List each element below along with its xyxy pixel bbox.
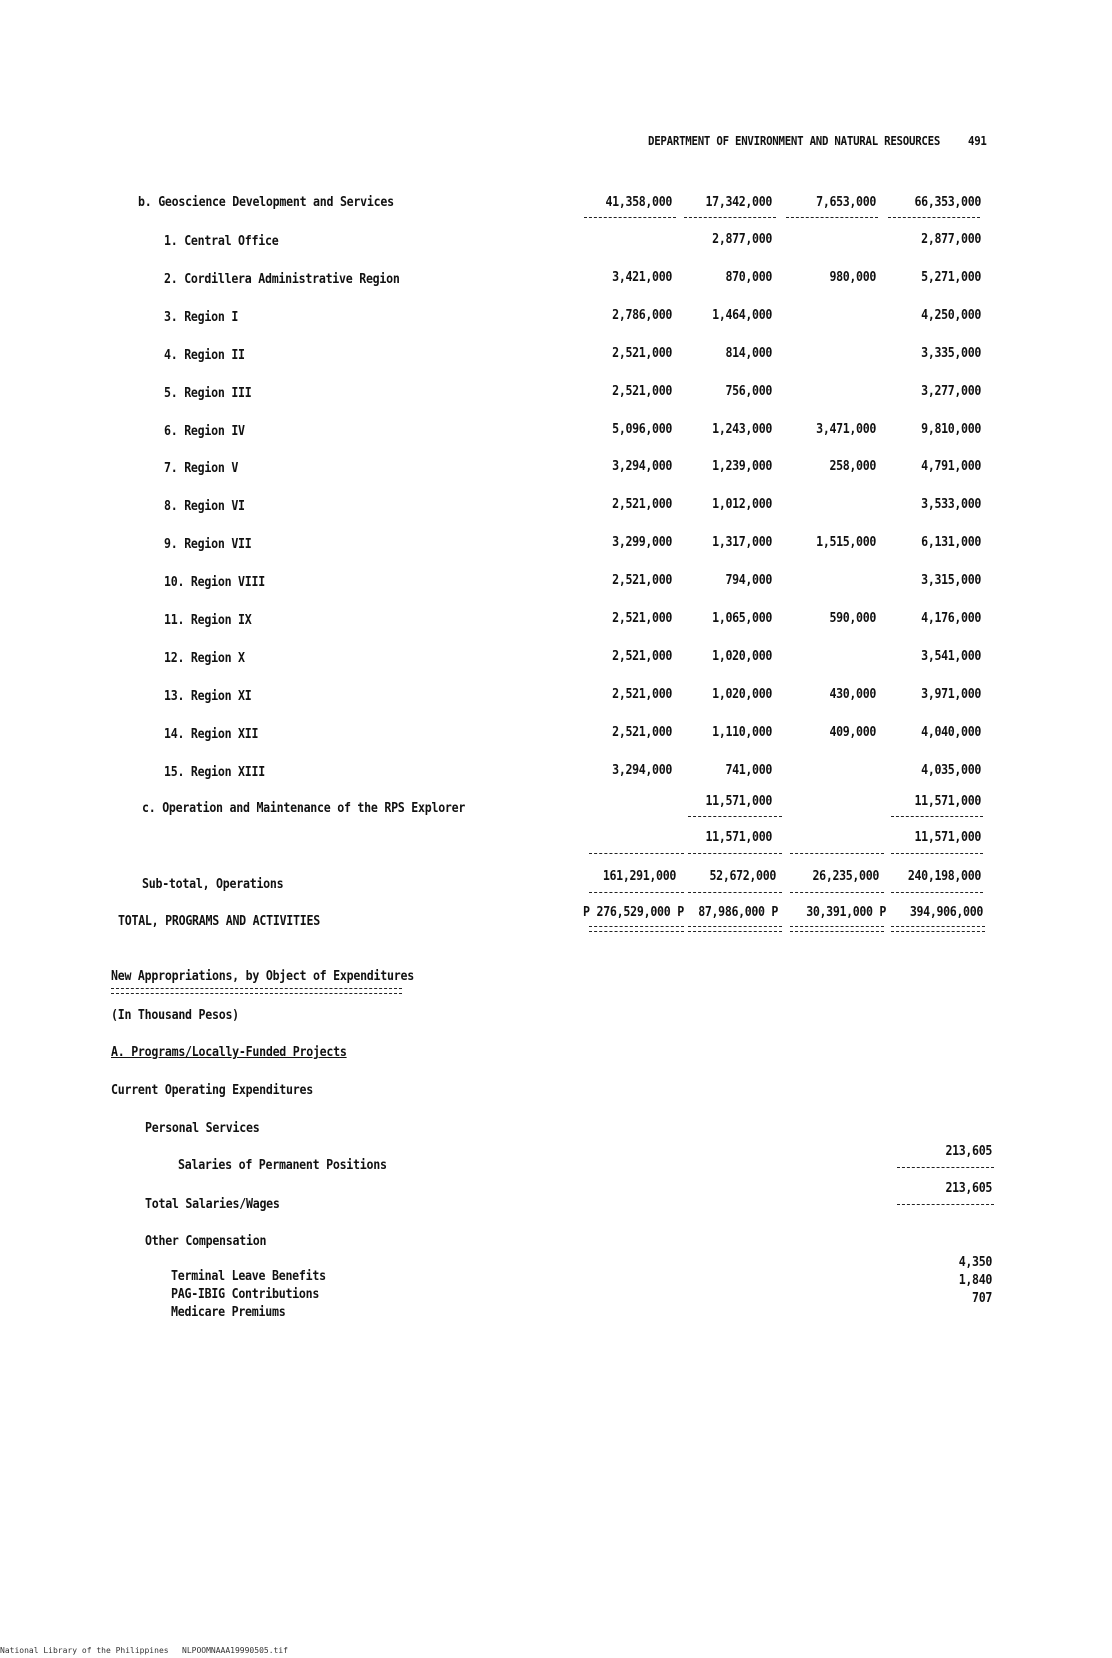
region-row-label: 8. Region VI <box>164 498 245 515</box>
region-col1: 3,299,000 <box>612 534 672 551</box>
region-col1: 2,521,000 <box>612 496 672 513</box>
region-col3: 980,000 <box>829 268 876 285</box>
region-col1: 3,421,000 <box>612 268 672 285</box>
medicare-value: 707 <box>972 1290 992 1306</box>
rule <box>684 217 776 218</box>
footer-library: National Library of the Philippines <box>0 1646 169 1655</box>
total-col4: 394,906,000 <box>909 904 983 920</box>
double-rule <box>891 926 985 932</box>
region-row-label: 7. Region V <box>164 460 239 477</box>
section-b-label: b. Geoscience Development and Services <box>138 194 394 210</box>
total-label: TOTAL, PROGRAMS AND ACTIVITIES <box>118 913 320 929</box>
region-row-label: 15. Region XIII <box>164 763 265 780</box>
region-col1: 2,521,000 <box>612 723 672 740</box>
terminal-leave-value: 4,350 <box>958 1254 992 1270</box>
region-col2: 1,243,000 <box>712 420 772 437</box>
region-col2: 1,020,000 <box>712 647 772 664</box>
region-col1: 2,521,000 <box>612 647 672 664</box>
region-col2: 814,000 <box>725 344 772 361</box>
subtotal-col1: 161,291,000 <box>602 868 676 884</box>
region-col4: 9,810,000 <box>921 420 981 437</box>
region-row-label: 3. Region I <box>164 308 239 325</box>
region-col2: 1,317,000 <box>712 534 772 551</box>
region-col2: 794,000 <box>725 572 772 589</box>
region-row-label: 1. Central Office <box>164 233 279 249</box>
region-col2: 870,000 <box>725 268 772 285</box>
subtotal-label: Sub-total, Operations <box>142 876 284 892</box>
rule <box>891 816 983 817</box>
pag-ibig-value: 1,840 <box>958 1272 992 1288</box>
current-operating-label: Current Operating Expenditures <box>111 1082 313 1098</box>
rule <box>891 853 983 854</box>
region-col2: 2,877,000 <box>712 231 772 247</box>
region-col4: 4,040,000 <box>921 723 981 740</box>
region-col1: 2,521,000 <box>612 572 672 589</box>
rule <box>589 853 684 854</box>
subtotal-col2: 52,672,000 <box>709 868 776 884</box>
region-col2: 1,464,000 <box>712 306 772 323</box>
region-col2: 1,239,000 <box>712 458 772 475</box>
region-row-label: 10. Region VIII <box>164 574 265 591</box>
region-col1: 2,521,000 <box>612 382 672 399</box>
total-salaries-value: 213,605 <box>945 1180 992 1196</box>
region-col4: 3,971,000 <box>921 685 981 702</box>
appropriations-section: A. Programs/Locally-Funded Projects <box>111 1044 347 1060</box>
region-col2: 741,000 <box>725 761 772 778</box>
region-row-label: 14. Region XII <box>164 725 259 742</box>
section-b-col4: 66,353,000 <box>914 194 981 210</box>
subtotal-col4: 240,198,000 <box>907 868 981 884</box>
section-c-col4: 11,571,000 <box>914 793 981 809</box>
double-rule <box>111 988 402 994</box>
region-col4: 4,176,000 <box>921 610 981 626</box>
region-col4: 4,035,000 <box>921 761 981 778</box>
region-col2: 1,110,000 <box>712 723 772 740</box>
region-col3: 1,515,000 <box>816 534 876 551</box>
other-compensation-label: Other Compensation <box>145 1233 267 1249</box>
rule <box>897 1167 994 1168</box>
region-col1: 3,294,000 <box>612 458 672 475</box>
region-row-label: 13. Region XI <box>164 687 252 704</box>
page-number: 491 <box>968 133 987 148</box>
subtotal-col3: 26,235,000 <box>812 868 879 884</box>
region-col1: 3,294,000 <box>612 761 672 778</box>
region-col1: 5,096,000 <box>612 420 672 437</box>
personal-services-label: Personal Services <box>145 1120 260 1136</box>
appropriations-title: New Appropriations, by Object of Expenditures <box>111 968 414 984</box>
region-row-label: 11. Region IX <box>164 612 252 628</box>
rule <box>688 853 782 854</box>
salaries-label: Salaries of Permanent Positions <box>178 1157 387 1173</box>
region-row-label: 2. Cordillera Administrative Region <box>164 270 400 287</box>
region-col4: 3,541,000 <box>921 647 981 664</box>
rule <box>888 217 980 218</box>
region-col1: 2,521,000 <box>612 685 672 702</box>
rule <box>790 892 884 893</box>
region-row-label: 4. Region II <box>164 346 245 363</box>
region-row-label: 5. Region III <box>164 384 252 401</box>
salaries-value: 213,605 <box>945 1143 992 1159</box>
region-col4: 2,877,000 <box>921 231 981 247</box>
region-col4: 4,250,000 <box>921 306 981 323</box>
total-col1: P 276,529,000 P <box>583 904 684 920</box>
rule <box>790 853 884 854</box>
rule <box>589 892 684 893</box>
region-col4: 5,271,000 <box>921 268 981 285</box>
double-rule <box>589 926 684 932</box>
region-col4: 4,791,000 <box>921 458 981 475</box>
region-col2: 1,012,000 <box>712 496 772 513</box>
section-b-col2: 17,342,000 <box>705 194 772 210</box>
terminal-leave-label: Terminal Leave Benefits <box>171 1268 326 1284</box>
region-col3: 409,000 <box>829 723 876 740</box>
total-col2: 87,986,000 P <box>698 904 778 920</box>
region-row-label: 12. Region X <box>164 649 245 666</box>
section-c-col2: 11,571,000 <box>705 793 772 809</box>
region-col4: 3,315,000 <box>921 572 981 589</box>
section-c-subtotal-col2: 11,571,000 <box>705 829 772 845</box>
region-col4: 3,335,000 <box>921 344 981 361</box>
pag-ibig-label: PAG-IBIG Contributions <box>171 1286 320 1302</box>
region-col1: 2,521,000 <box>612 610 672 626</box>
rule <box>897 1204 994 1205</box>
region-col2: 1,065,000 <box>712 610 772 626</box>
region-col4: 3,277,000 <box>921 382 981 399</box>
region-row-label: 6. Region IV <box>164 422 245 439</box>
region-row-label: 9. Region VII <box>164 536 252 553</box>
region-col1: 2,786,000 <box>612 306 672 323</box>
region-col4: 6,131,000 <box>921 534 981 551</box>
department-header: DEPARTMENT OF ENVIRONMENT AND NATURAL RESOURCES <box>648 133 941 148</box>
section-b-col3: 7,653,000 <box>816 194 876 210</box>
rule <box>786 217 878 218</box>
section-c-label: c. Operation and Maintenance of the RPS Explorer <box>142 800 466 816</box>
appropriations-units: (In Thousand Pesos) <box>111 1007 239 1023</box>
rule <box>891 892 983 893</box>
section-b-col1: 41,358,000 <box>605 194 672 210</box>
double-rule <box>790 926 884 932</box>
total-col3: 30,391,000 P <box>806 904 886 920</box>
region-col2: 1,020,000 <box>712 685 772 702</box>
region-col3: 430,000 <box>829 685 876 702</box>
region-col4: 3,533,000 <box>921 496 981 513</box>
region-col3: 258,000 <box>829 458 876 475</box>
footer-filename: NLPOOMNAAA19990505.tif <box>182 1646 288 1655</box>
rule <box>688 816 782 817</box>
region-col3: 590,000 <box>829 610 876 626</box>
total-salaries-label: Total Salaries/Wages <box>145 1196 280 1212</box>
double-rule <box>688 926 782 932</box>
rule <box>584 217 676 218</box>
region-col2: 756,000 <box>725 382 772 399</box>
region-col1: 2,521,000 <box>612 344 672 361</box>
section-c-subtotal-col4: 11,571,000 <box>914 829 981 845</box>
rule <box>688 892 782 893</box>
medicare-label: Medicare Premiums <box>171 1304 286 1320</box>
region-col3: 3,471,000 <box>816 420 876 437</box>
